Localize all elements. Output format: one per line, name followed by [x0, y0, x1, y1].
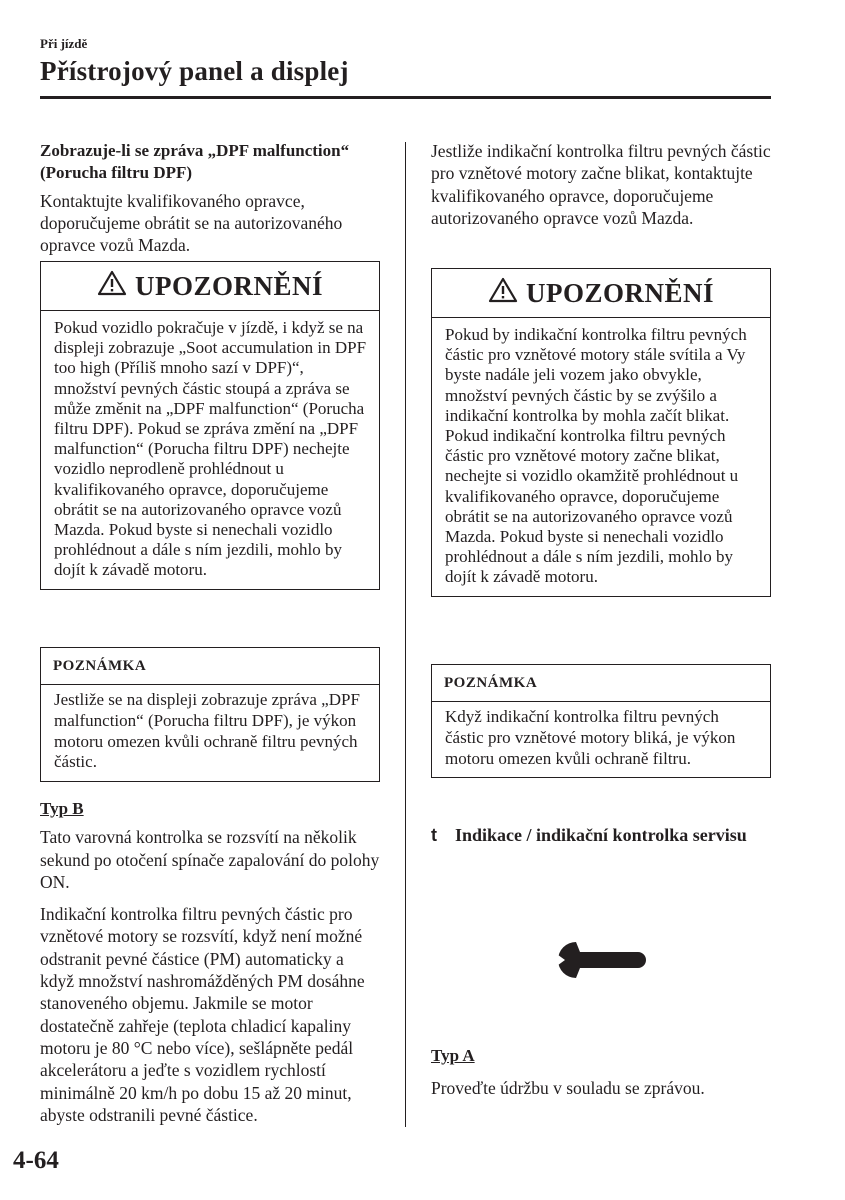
page-title: Přístrojový panel a displej — [40, 56, 349, 86]
left-warning-title: UPOZORNĚNÍ — [134, 270, 323, 301]
service-indicator-heading: Indikace / indikační kontrolka servisu — [455, 825, 747, 845]
left-column — [40, 140, 380, 256]
left-note-header: POZNÁMKA — [41, 648, 379, 685]
left-paragraph-contact: Kontaktujte kvalifikovaného opravce, doporučujeme obrátit se na autorizovaného opravce vozů Mazda. — [40, 190, 343, 256]
typ-a-heading: Typ A — [431, 1046, 475, 1065]
title-rule — [40, 96, 771, 99]
typ-b-heading: Typ B — [40, 799, 84, 818]
right-paragraph-blinking: Jestliže indikační kontrolka filtru pevných částic pro vznětové motory začne blikat, kontaktujte kvalifikovaného opravce, doporučujeme autorizovaného opravce vozů Mazda. — [431, 141, 771, 228]
left-warning-box — [40, 261, 380, 590]
bullet-marker: t — [431, 825, 437, 845]
right-warning-text: Pokud by indikační kontrolka filtru pevných částic pro vznětové motory stále svítila a Vy byste nadále jeli vozem jako obvykle, množství pevných částic by se zvýšilo a indikační kontrolka by mohla začít blikat. Pokud indikační kontrolka filtru pevných částic pro vznětové motory začne blikat, nechejte si vozidlo okamžitě prohlédnout u kvalifikovaného opravce, doporučujeme obrátit se na autorizovaného opravce vozů Mazda. Pokud byste si nenechali vozidlo prohlédnout a dále s ním jezdili, mohlo by dojít k závadě motoru. — [445, 325, 747, 587]
right-note-box — [431, 664, 771, 778]
section-label: Při jízdě — [40, 36, 88, 51]
column-divider — [405, 142, 406, 1127]
service-indicator-item — [431, 824, 771, 847]
right-warning-header — [432, 269, 770, 318]
right-paragraph-typ-a: Proveďte údržbu v souladu se zprávou. — [431, 1078, 705, 1099]
right-note-text: Když indikační kontrolka filtru pevných částic pro vznětové motory bliká, je výkon motoru omezen kvůli ochraně filtru. — [445, 707, 736, 768]
left-paragraph-typ-b: Tato varovná kontrolka se rozsvítí na několik sekund po otočení spínače zapalování do polohy ON. — [40, 827, 380, 892]
left-warning-header — [41, 262, 379, 311]
dpf-malfunction-heading: Zobrazuje-li se zpráva „DPF malfunction“ (Porucha filtru DPF) — [40, 141, 350, 183]
warning-triangle-icon — [97, 270, 135, 303]
right-column-lower — [431, 1045, 771, 1100]
left-column-lower — [40, 798, 380, 1126]
left-paragraph-indicator: Indikační kontrolka filtru pevných částic pro vznětové motory se rozsvítí, když není možné odstranit pevné částice (PM) automaticky a když množství nashromážděných PM dosáhne stanoveného objemu. Jakmile se motor dostatečně zahřeje (teplota chladicí kapaliny motoru je 80 °C nebo více), sešlápněte pedál akcelerátoru a jeďte s vozidlem rychlostí minimálně 20 km/h po dobu 15 až 20 minut, abyste odstranili pevné částice. — [40, 904, 365, 1125]
left-note-text: Jestliže se na displeji zobrazuje zpráva „DPF malfunction“ (Porucha filtru DPF), je výkon motoru omezen kvůli ochraně filtru pevných částic. — [54, 690, 360, 772]
page-number: 4-64 — [13, 1147, 59, 1174]
right-warning-title: UPOZORNĚNÍ — [525, 277, 714, 308]
warning-triangle-icon — [488, 277, 526, 310]
right-column — [431, 140, 776, 229]
left-warning-text: Pokud vozidlo pokračuje v jízdě, i když se na displeji zobrazuje „Soot accumulation in DPF too high (Příliš mnoho sazí v DPF)“, množství pevných částic stoupá a zpráva se může změnit na „DPF malfunction“ (Porucha filtru DPF). Pokud se zpráva změní na „DPF malfunction“ (Porucha filtru DPF) nechejte vozidlo neprodleně prohlédnout u kvalifikovaného opravce, doporučujeme obrátit se na autorizovaného opravce vozů Mazda. Pokud byste si nenechali vozidlo prohlédnout a dále s ním jezdili, mohlo by dojít k závadě motoru. — [54, 318, 367, 580]
wrench-icon — [550, 938, 650, 987]
right-note-header: POZNÁMKA — [432, 665, 770, 702]
left-note-box — [40, 647, 380, 782]
right-warning-box — [431, 268, 771, 597]
